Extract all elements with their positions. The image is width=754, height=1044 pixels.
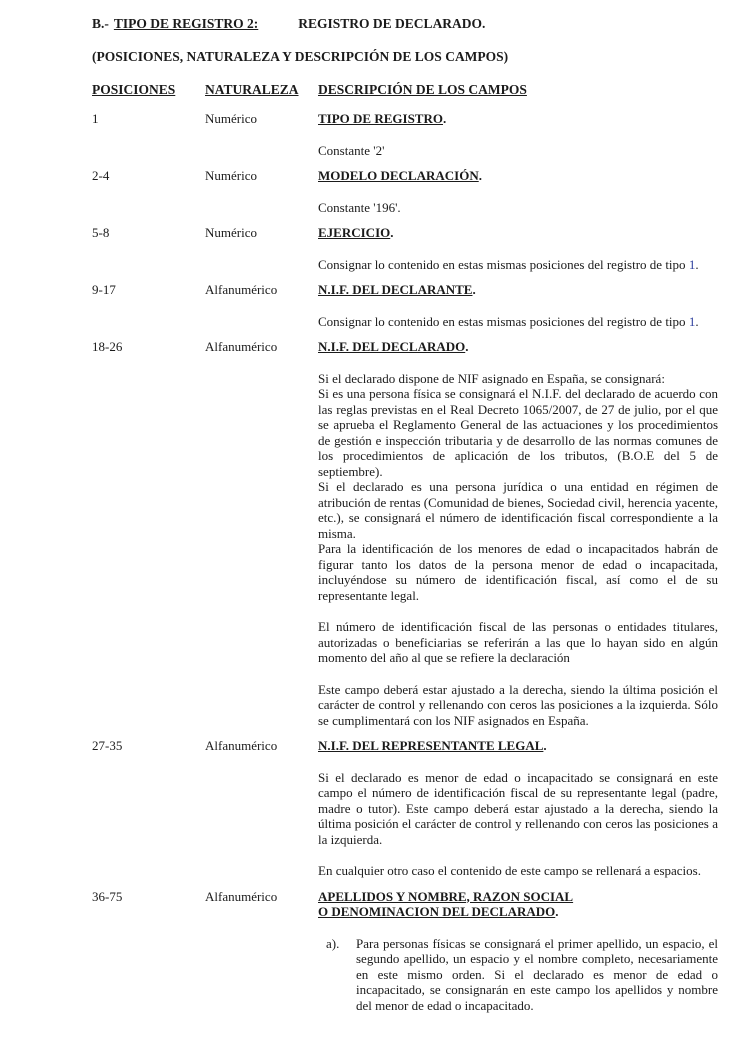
field-description [318,738,718,879]
field-row [92,168,718,215]
field-title-period: . [390,225,394,240]
field-title-period: . [555,904,559,919]
field-positions: 9-17 [92,282,116,297]
field-description [318,339,718,728]
description-block [318,770,718,848]
description-paragraph: Constante '196'. [318,199,401,215]
field-title [318,225,718,241]
description-paragraph: Este campo deberá estar ajustado a la derecha, siendo la última posición el carácter de control y rellenando con ceros las posiciones a la izquierda. Sólo se cumplimentará con los NIF asignados en España. [318,681,718,728]
description-paragraph: En cualquier otro caso el contenido de este campo se rellenará a espacios. [318,863,701,878]
field-nature: Alfanumérico [205,888,278,904]
field-row [92,738,718,879]
description-block [318,682,718,729]
field-positions: 18-26 [92,339,123,354]
field-title-line [318,282,718,298]
description-paragraph [318,314,718,330]
section-prefix: B.- [92,16,109,31]
field-title-line [318,168,718,184]
description-paragraph: Si el declarado es una persona jurídica o una entidad en régimen de atribución de rentas (Comunidad de bienes, Sociedad civil, herencia yacente, etc.), se consignará el número de identificación fiscal correspondiente a la misma. [318,479,718,541]
field-title-text: TIPO DE REGISTRO [318,111,443,126]
field-row [92,889,718,1014]
field-title [318,168,718,184]
field-title [318,111,718,127]
document-header [92,16,718,98]
field-title-line [318,889,718,905]
field-title-text: N.I.F. DEL DECLARANTE [318,282,473,297]
field-description [318,111,718,158]
column-header-description: DESCRIPCIÓN DE LOS CAMPOS [318,82,527,97]
description-paragraph: Para la identificación de los menores de edad o incapacitados habrán de figurar tanto los datos de la persona menor de edad o incapacitada, incluyéndose su número de identificación fiscal, así como el de su representante legal. [318,541,718,603]
field-row [92,111,718,158]
field-title [318,738,718,754]
field-row [92,339,718,728]
field-title-line [318,225,718,241]
field-title-period: . [472,282,476,297]
column-headers [92,82,718,98]
paragraph-period: . [695,256,699,272]
field-positions: 2-4 [92,168,110,183]
paragraph-text: Consignar lo contenido en estas mismas posiciones del registro de tipo [318,313,689,329]
list-item-marker: a). [326,935,340,951]
field-title-line [318,339,718,355]
field-positions: 36-75 [92,888,123,904]
field-description [318,889,718,1014]
field-row [92,282,718,329]
description-paragraph: Si el declarado dispone de NIF asignado en España, se consignará: [318,370,665,386]
field-title-text: MODELO DECLARACIÓN [318,168,479,183]
field-nature: Alfanumérico [205,339,278,354]
column-header-nature: NATURALEZA [205,82,299,97]
field-title-line [318,738,718,754]
field-title-period: . [543,738,547,753]
description-paragraph: El número de identificación fiscal de las personas o entidades titulares, autorizadas o beneficiarias se referirán a las que lo hayan sido en algún momento del año al que se refiere la declaración [318,619,718,665]
field-title-text: APELLIDOS Y NOMBRE, RAZON SOCIAL [318,888,574,904]
field-nature: Numérico [205,168,257,183]
section-heading [92,16,718,32]
field-title-text: O DENOMINACION DEL DECLARADO [318,904,556,919]
field-title [318,889,718,920]
description-block [318,371,718,604]
field-description [318,225,718,272]
field-title-period: . [478,168,482,183]
description-paragraph: Si el declarado es menor de edad o incapacitado se consignará en este campo el número de identificación fiscal de su representante legal (padre, madre o tutor). Este campo deberá estar ajustado a la derecha, siendo la última posición el carácter de control y rellenando con ceros las posiciones a la izquierda. [318,769,718,847]
record-type-reference: 1 [688,313,696,329]
section-subtitle: REGISTRO DE DECLARADO. [298,16,486,31]
list-item-text: Para personas físicas se consignará el primer apellido, un espacio, el segundo apellido, un espacio y el nombre completo, necesariamente en este mismo orden. Si el declarado es menor de edad o incapacitado, se consignarán en este campo los apellidos y nombre del menor de edad o incapacitado. [356,935,718,1013]
field-title [318,339,718,355]
field-nature: Alfanumérico [205,738,278,753]
description-paragraph [318,257,718,273]
field-nature: Numérico [205,225,257,240]
field-title-line [318,111,718,127]
field-title-text: N.I.F. DEL REPRESENTANTE LEGAL [318,738,544,753]
field-description [318,282,718,329]
record-type-reference: 1 [688,256,696,272]
description-block [318,619,718,666]
field-title-period: . [442,111,447,126]
section-title: TIPO DE REGISTRO 2: [113,16,259,31]
field-title [318,282,718,298]
field-row [92,225,718,272]
field-title-period: . [465,339,469,354]
paragraph-period: . [695,313,699,329]
field-description [318,168,718,215]
field-positions: 1 [92,111,99,126]
description-paragraph: Si es una persona física se consignará el N.I.F. del declarado de acuerdo con las reglas previstas en el Real Decreto 1065/2007, de 27 de julio, por el que se aprueba el Reglamento General de las actuaciones y los procedimientos de gestión e inspección tributaria y de desarrollo de las normas comunes de los procedimientos de aplicación de los tributos, (B.O.E del 5 de septiembre). [318,386,718,479]
paragraph-text: Consignar lo contenido en estas mismas posiciones del registro de tipo [318,256,689,272]
field-positions: 27-35 [92,738,123,753]
fields-note: (POSICIONES, NATURALEZA Y DESCRIPCIÓN DE LOS CAMPOS) [92,49,509,64]
description-paragraph: Constante '2' [318,142,385,158]
column-header-positions: POSICIONES [92,82,176,97]
description-list-item [318,936,718,1014]
field-title-text: N.I.F. DEL DECLARADO [318,339,466,354]
field-title-line [318,904,718,920]
field-nature: Alfanumérico [205,282,278,297]
field-positions: 5-8 [92,225,110,240]
field-title-text: EJERCICIO [318,225,391,240]
field-nature: Numérico [205,111,257,126]
fields-table [92,111,718,1013]
